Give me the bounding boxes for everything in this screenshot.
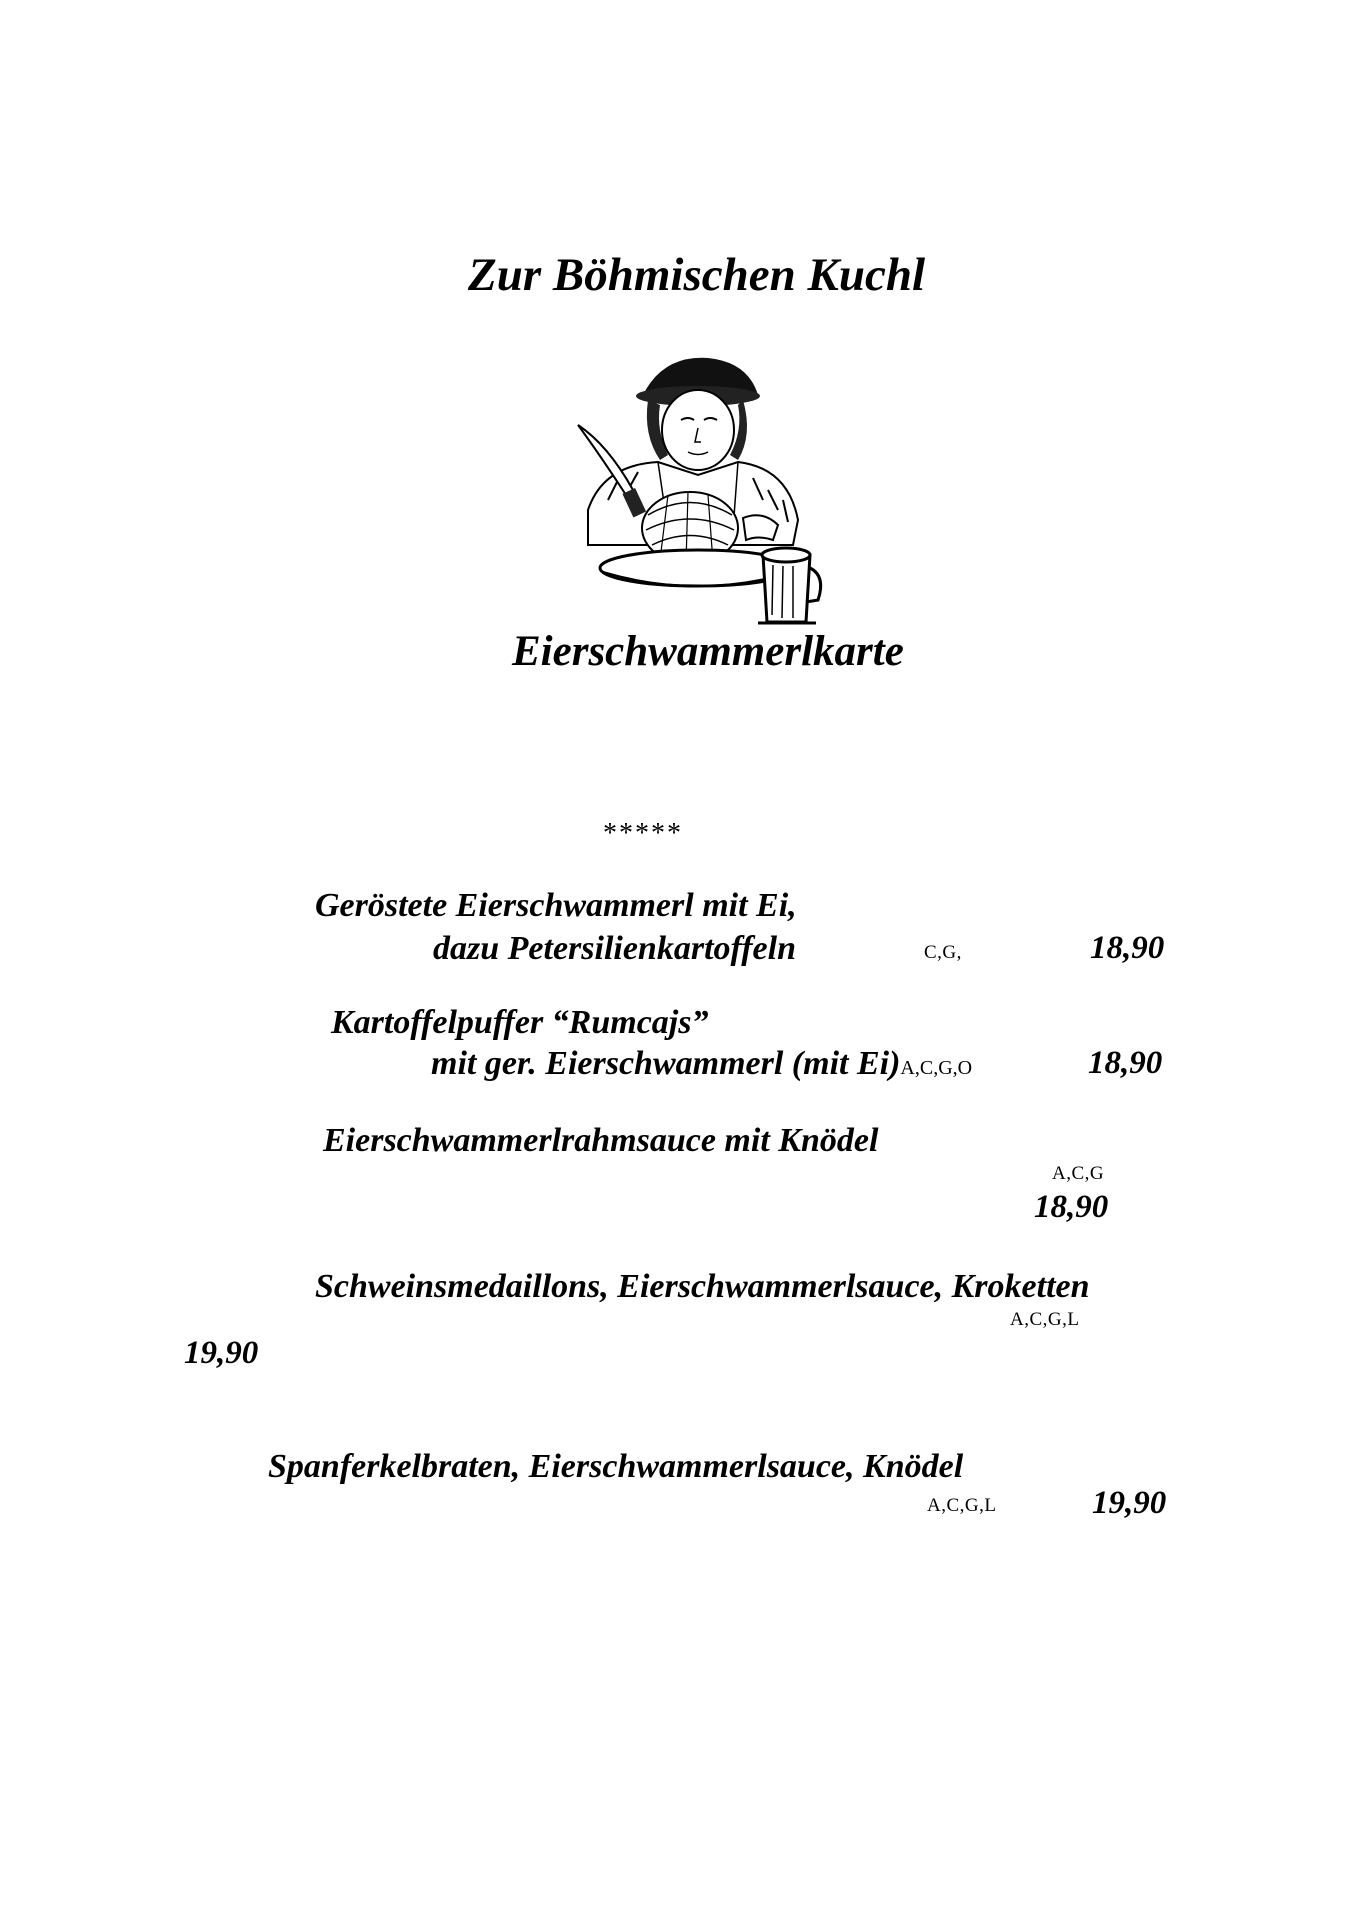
menu-item-2-name-line1: Kartoffelpuffer “Rumcajs” [331,1004,709,1041]
cook-carving-roast-illustration-icon [548,350,828,630]
menu-item-5-allergens: A,C,G,L [927,1495,997,1516]
menu-item-3-name: Eierschwammerlrahmsauce mit Knödel [323,1122,879,1159]
menu-item-3-price: 18,90 [1034,1189,1109,1225]
menu-item-2-allergens: A,C,G,O [900,1057,973,1079]
restaurant-name: Zur Böhmischen Kuchl [468,249,926,301]
menu-item-1-name-line1: Geröstete Eierschwammerl mit Ei, [315,887,797,924]
menu-item-2-price: 18,90 [1088,1045,1163,1081]
menu-item-5-price: 19,90 [1092,1485,1167,1521]
menu-item-3-allergens: A,C,G [1052,1163,1105,1184]
menu-item-1-price: 18,90 [1090,930,1165,966]
menu-item-4-allergens: A,C,G,L [1010,1309,1080,1330]
menu-item-2-name-line2-text: mit ger. Eierschwammerl (mit Ei) [431,1045,901,1082]
menu-item-2-name-line2 [431,1045,972,1083]
menu-item-1-allergens: C,G, [924,942,962,963]
menu-item-4-name: Schweinsmedaillons, Eierschwammerlsauce, Kroketten [315,1268,1090,1305]
separator: ***** [603,818,683,849]
menu-item-5-name: Spanferkelbraten, Eierschwammerlsauce, Knödel [268,1448,964,1485]
menu-title: Eierschwammerlkarte [512,628,904,675]
menu-item-4-price: 19,90 [184,1335,259,1371]
menu-item-1-name-line2: dazu Petersilienkartoffeln [433,930,796,967]
